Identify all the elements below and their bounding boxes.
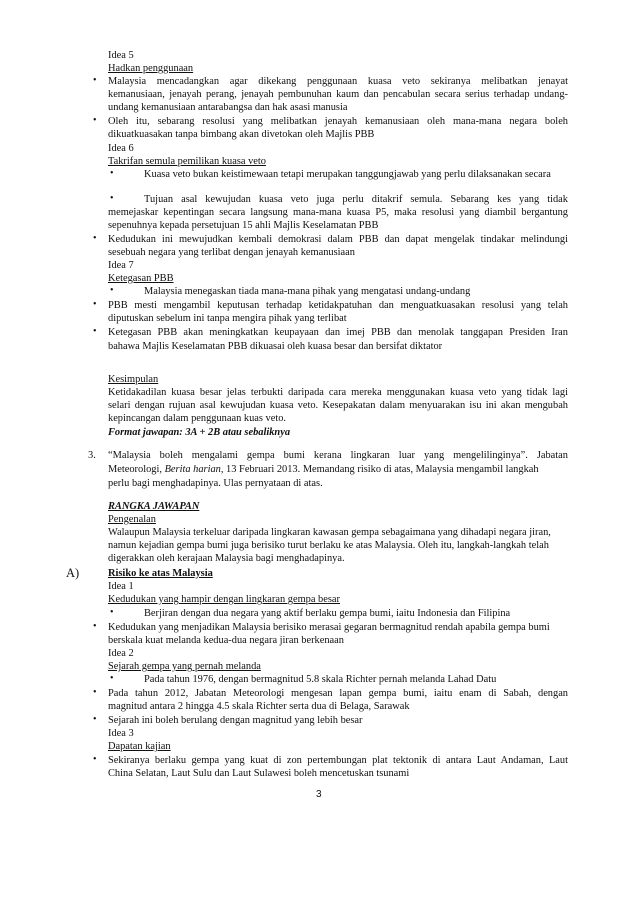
q3-source-title: Berita harian [164,464,221,475]
idea2-b2-l2: magnitud antara 2 hingga 4.5 skala Richter serta dua di Belaga, Sarawak [108,701,410,712]
idea6-b1-l1: Kuasa veto bukan keistimewaan tetapi merupakan tanggungjawab yang perlu dilaksanakan secara [144,169,551,180]
idea3-label: Idea 3 [108,728,134,739]
idea5-b1-l2: kemanusiaan, jenayah perang, jenayah pembunuhan kaum dan pencabulan secara serius terhadap undang- [108,89,568,100]
idea6-b3-l1: Kedudukan ini mewujudkan kembali demokrasi dalam PBB dan dapat mengelak tindakar melindungi [108,234,568,245]
idea7-b2-l2: diputuskan sebelum ini tanpa mengira pihak yang terlibat [108,313,347,324]
section-a-marker: A) [66,566,80,580]
idea7-label: Idea 7 [108,260,134,271]
idea3-heading: Dapatan kajian [108,741,171,752]
bullet-dot-icon: • [93,326,97,337]
idea7-b3-l2: bahawa Majlis Keselamatan PBB dikuasai oleh kuasa besar dan bersifat diktator [108,341,443,352]
idea2-heading: Sejarah gempa yang pernah melanda [108,661,261,672]
idea5-b1-l1: Malaysia mencadangkan agar dikekang penggunaan kuasa veto sekiranya melibatkan jenayat [108,76,568,87]
bullet-dot-icon: • [93,299,97,310]
rangka-heading: RANGKA JAWAPAN [108,501,200,512]
idea5-label: Idea 5 [108,50,134,61]
kesimpulan-l3: kepincangan dalam penggunaan kuas veto. [108,413,287,424]
q3-l3: perlu bagi menghadapinya. Ulas pernyataan di atas. [108,478,323,489]
bullet-dot-icon: • [93,233,97,244]
idea7-b2-l1: PBB mesti mengambil keputusan terhadap ketidakpatuhan dan menguatkuasakan resolusi yang telah [108,300,568,311]
question-number: 3. [88,450,96,461]
idea6-b2-l2: memejaskar kepentingan secara langsung mana-mana kuasa P5, maka resolusi yang diambil bergantung [108,207,568,218]
idea6-label: Idea 6 [108,143,134,154]
idea7-b1-l1: Malaysia menegaskan tiada mana-mana pihak yang mengatasi undang-undang [144,286,471,297]
bullet-dot-icon: • [110,193,114,204]
pengenalan-heading: Pengenalan [108,514,156,525]
idea5-b2-l1: Oleh itu, sebarang resolusi yang melibatkan jenayah kemanusiaan oleh mana-mana negara boleh [108,116,568,127]
kesimpulan-l2: selari dengan rujuan asal kewujudan kuasa veto. Kesepakatan dalam menyuarakan isu ini akan mengubah [108,400,568,411]
pengenalan-l3: digerakkan oleh kerajaan Malaysia bagi menghadapinya. [108,553,345,564]
q3-l2-c: , 13 Februari 2013. Memandang risiko di atas, Malaysia mengambil langkah [220,464,539,475]
bullet-dot-icon: • [110,168,114,179]
idea7-b3-l1: Ketegasan PBB akan meningkatkan keupayaan dan imej PBB dan menolak tanggapan Presiden Iran [108,327,568,338]
idea3-b1-l2: China Selatan, Laut Sulu dan Laut Sulawesi boleh mencetuskan tsunami [108,768,410,779]
q3-l1: “Malaysia boleh mengalami gempa bumi kerana lingkaran luar yang mengelilinginya”. Jabatan [108,450,568,461]
idea6-heading: Takrifan semula pemilikan kuasa veto [108,156,266,167]
bullet-dot-icon: • [93,714,97,725]
q3-l2 [108,463,539,476]
idea5-b2-l2: dikuatkuasakan tanpa bimbang akan divetokan oleh Majlis PBB [108,129,375,140]
idea2-b3: Sejarah ini boleh berulang dengan magnitud yang lebih besar [108,715,363,726]
bullet-dot-icon: • [93,754,97,765]
idea2-label: Idea 2 [108,648,134,659]
kesimpulan-l1: Ketidakadilan kuasa besar jelas terbukti daripada cara mereka menggunakan kuasa veto yang tidak lagi [108,387,568,398]
bullet-dot-icon: • [110,607,114,618]
idea1-b2-l2: berskala kuat melanda kedua-dua negara jiran berkenaan [108,635,344,646]
idea2-b1: Pada tahun 1976, dengan bermagnitud 5.8 skala Richter pernah melanda Lahad Datu [144,674,497,685]
format-jawapan: Format jawapan: 3A + 2B atau sebaliknya [108,427,291,438]
bullet-dot-icon: • [110,285,114,296]
page-number: 3 [316,789,322,800]
idea1-heading: Kedudukan yang hampir dengan lingkaran gempa besar [108,594,340,605]
idea5-b1-l3: undang kemanusiaan antarabangsa dan hak asasi manusia [108,102,348,113]
idea5-heading: Hadkan penggunaan [108,63,194,74]
bullet-dot-icon: • [110,673,114,684]
bullet-dot-icon: • [93,75,97,86]
idea1-label: Idea 1 [108,581,134,592]
kesimpulan-heading: Kesimpulan [108,374,159,385]
section-a-heading: Risiko ke atas Malaysia [108,568,213,579]
idea2-b2-l1: Pada tahun 2012, Jabatan Meteorologi mengesan lapan gempa bumi, iaitu enam di Sabah, dengan [108,688,568,699]
idea6-b2-l3: sepenuhnya kepada persetujuan 15 ahli Majlis Keselamatan PBB [108,220,379,231]
pengenalan-l1: Walaupun Malaysia terkeluar daripada lingkaran kawasan gempa sebagaimana yang dihadapi negara jiran, [108,527,551,538]
idea1-b1: Berjiran dengan dua negara yang aktif berlaku gempa bumi, iaitu Indonesia dan Filipina [144,608,511,619]
idea1-b2-l1: Kedudukan yang menjadikan Malaysia berisiko merasai gegaran bermagnitud rendah apabila gempa bumi [108,622,550,633]
bullet-dot-icon: • [93,621,97,632]
idea7-heading: Ketegasan PBB [108,273,174,284]
idea3-b1-l1: Sekiranya berlaku gempa yang kuat di zon pertembungan plat tektonik di antara Laut Andaman, Laut [108,755,568,766]
idea6-b2-l1: Tujuan asal kewujudan kuasa veto juga perlu ditakrif semula. Sebarang kes yang tidak [144,194,568,205]
idea6-b3-l2: sesebuah negara yang terlibat dengan jenayah kemanusiaan [108,247,355,258]
bullet-dot-icon: • [93,687,97,698]
q3-l2-a: Meteorologi, [108,464,162,475]
bullet-dot-icon: • [93,115,97,126]
pengenalan-l2: namun kejadian gempa bumi juga berisiko turut berlaku ke atas Malaysia. Oleh itu, langkah-langkah telah [108,540,549,551]
